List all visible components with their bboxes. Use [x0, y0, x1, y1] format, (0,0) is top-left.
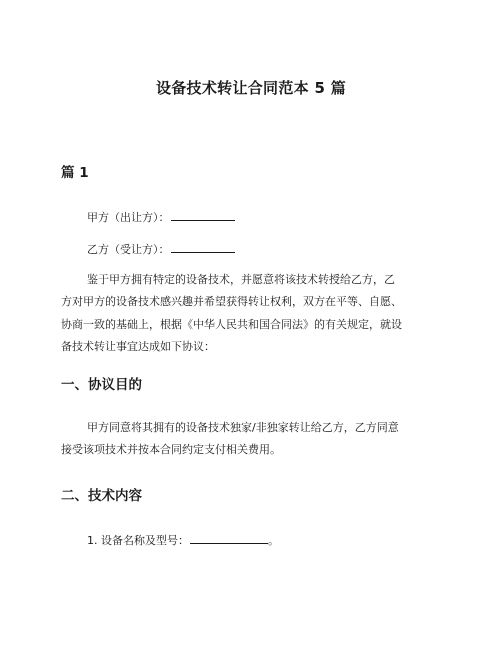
document-title: 设备技术转让合同范本 5 篇: [155, 79, 347, 97]
item-1-suffix: 。: [268, 534, 279, 547]
intro-line-4: 备技术转让事宜达成如下协议：: [61, 340, 215, 353]
party-a-line: [87, 209, 235, 225]
party-b-label: 乙方（受让方）：: [87, 243, 170, 256]
party-a-label: 甲方（出让方）：: [87, 211, 170, 224]
party-b-line: [87, 241, 235, 257]
section-1-line-2: 接受该项技术并按本合同约定支付相关费用。: [61, 443, 281, 456]
section-2-heading: 二、技术内容: [61, 488, 142, 504]
intro-line-1: 鉴于甲方拥有特定的设备技术，并愿意将该技术转授给乙方，乙: [87, 273, 395, 286]
chapter-heading: 篇 1: [61, 165, 89, 181]
intro-line-3: 协商一致的基础上，根据《中华人民共和国合同法》的有关规定，就设: [61, 318, 402, 331]
item-1-blank: [190, 532, 268, 544]
party-b-blank: [171, 241, 235, 253]
item-1-label: 1. 设备名称及型号：: [87, 534, 189, 547]
section-2-item-1: [87, 532, 279, 548]
section-1-heading: 一、协议目的: [61, 377, 142, 393]
intro-line-2: 方对甲方的设备技术感兴趣并希望获得转让权利，双方在平等、自愿、: [61, 295, 402, 308]
section-1-line-1: 甲方同意将其拥有的设备技术独家/非独家转让给乙方，乙方同意: [87, 421, 399, 434]
party-a-blank: [171, 209, 235, 221]
